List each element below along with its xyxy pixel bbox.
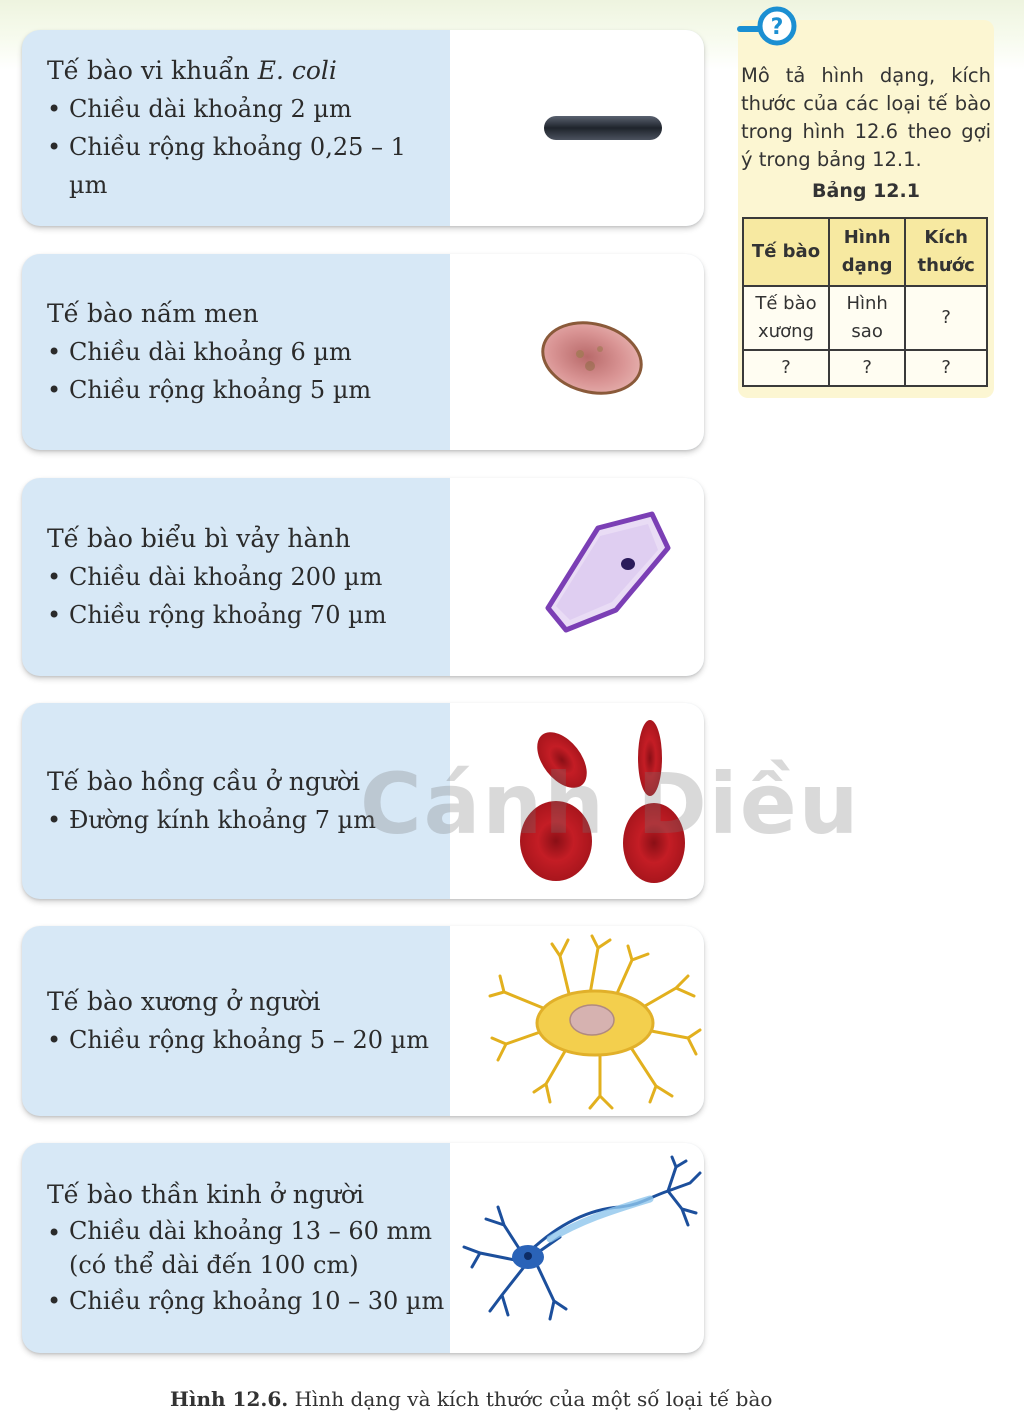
card-title: Tế bào nấm men xyxy=(47,299,259,328)
table-cell: ? xyxy=(905,286,987,350)
question-table xyxy=(742,217,988,387)
card-bullet: • Chiều rộng khoảng 70 µm xyxy=(47,596,450,634)
table-header-cell: Kích thước xyxy=(905,218,987,286)
table-header-cell: Tế bào xyxy=(743,218,829,286)
ecoli-image xyxy=(450,30,704,226)
activity-question: Mô tả hình dạng, kích thước của các loại tế bào trong hình 12.6 theo gợi ý trong bảng 12.1. xyxy=(741,64,991,171)
table-row xyxy=(743,350,987,386)
card-bullet: • Chiều rộng khoảng 5 – 20 µm xyxy=(47,1021,450,1059)
table-cell: Tế bào xương xyxy=(743,286,829,350)
yeast-image xyxy=(450,254,704,450)
bone-cell-image xyxy=(450,926,704,1116)
card-bullet: • Chiều rộng khoảng 5 µm xyxy=(47,371,450,409)
card-title: Tế bào biểu bì vảy hành xyxy=(47,524,351,553)
figure-caption: Hình 12.6. Hình dạng và kích thước của một số loại tế bào xyxy=(170,1388,773,1411)
card-title: Tế bào vi khuẩn E. coli xyxy=(47,56,337,85)
card-bone xyxy=(22,926,704,1116)
card-yeast xyxy=(22,254,704,450)
card-title: Tế bào hồng cầu ở người xyxy=(47,767,360,796)
card-bullet: • Chiều dài khoảng 6 µm xyxy=(47,333,450,371)
table-header-row xyxy=(743,218,987,286)
card-title: Tế bào thần kinh ở người xyxy=(47,1180,364,1209)
card-title: Tế bào xương ở người xyxy=(47,987,321,1016)
card-bullet: • Chiều rộng khoảng 10 – 30 µm xyxy=(47,1282,450,1320)
card-onion xyxy=(22,478,704,676)
neuron-image xyxy=(450,1143,704,1353)
card-text xyxy=(22,254,450,450)
table-cell: Hình sao xyxy=(829,286,905,350)
watermark: Cánh Diều xyxy=(360,755,861,853)
table-cell: ? xyxy=(829,350,905,386)
card-bullet: • Chiều dài khoảng 13 – 60 mm (có thể dài đến 100 cm) xyxy=(47,1214,450,1282)
svg-text:?: ? xyxy=(770,15,784,40)
table-cell: ? xyxy=(743,350,829,386)
card-text xyxy=(22,478,450,676)
table-title: Bảng 12.1 xyxy=(812,180,920,202)
question-magnifier-icon xyxy=(735,4,801,52)
card-bullet: • Chiều rộng khoảng 0,25 – 1 µm xyxy=(47,128,450,204)
card-text xyxy=(22,926,450,1116)
card-text xyxy=(22,1143,450,1353)
card-bullet: • Chiều dài khoảng 200 µm xyxy=(47,558,450,596)
onion-cell-image xyxy=(450,478,704,676)
card-bullet: • Đường kính khoảng 7 µm xyxy=(47,801,450,839)
table-row xyxy=(743,286,987,350)
card-ecoli xyxy=(22,30,704,226)
card-text xyxy=(22,30,450,226)
card-neuron xyxy=(22,1143,704,1353)
card-bullet: • Chiều dài khoảng 2 µm xyxy=(47,90,450,128)
table-header-cell: Hình dạng xyxy=(829,218,905,286)
table-cell: ? xyxy=(905,350,987,386)
